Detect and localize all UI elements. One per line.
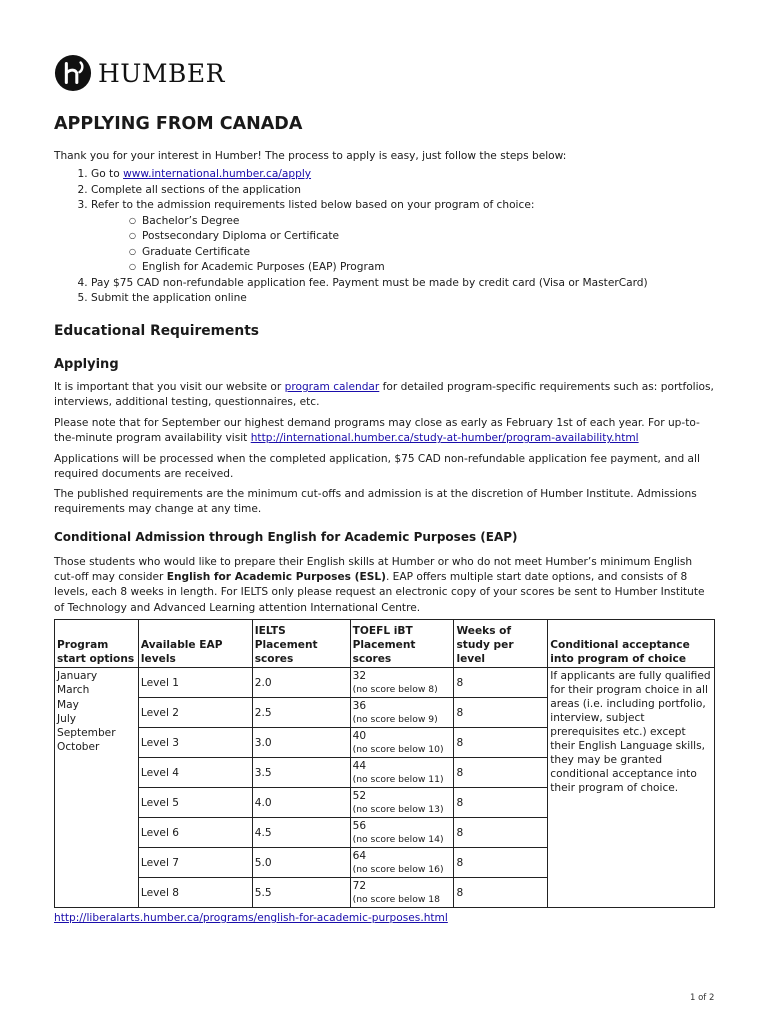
weeks-cell: 8 (454, 848, 548, 878)
toefl-score: 44 (352, 759, 367, 772)
table-row (55, 668, 715, 698)
toefl-score: 36 (352, 699, 367, 712)
ielts-cell: 4.5 (252, 818, 350, 848)
header-start: Program start options (55, 620, 139, 668)
toefl-cell (350, 698, 454, 728)
ielts-cell: 2.0 (252, 668, 350, 698)
weeks-cell: 8 (454, 728, 548, 758)
table-header-row (55, 620, 715, 668)
level-cell: Level 3 (138, 728, 252, 758)
paragraph-requirements: The published requirements are the minimum cut-offs and admission is at the discretion of Humber Institute. Admissions requirements may change at any time. (54, 488, 697, 516)
paragraph-availability (54, 416, 714, 446)
level-cell: Level 4 (138, 758, 252, 788)
toefl-note: (no score below 9) (352, 713, 438, 725)
p2-before: Please note that for September our highest demand programs may close as early as February 1st of each year. For up-to-the-minute program availability visit (54, 417, 700, 445)
eap-program-link[interactable]: http://liberalarts.humber.ca/programs/english-for-academic-purposes.html (54, 912, 448, 924)
applying-heading: Applying (54, 357, 119, 372)
p5-before: Those students who would like to prepare their English skills at Humber or who do not meet Humber’s minimum English cut-off may consider (54, 556, 693, 584)
conditional-note-cell: If applicants are fully qualified for their program choice in all areas (i.e. including portfolio, interview, subject prerequisites etc.) except their English Language skills, they may be granted conditional acceptance into their program of choice. (548, 668, 715, 908)
ielts-cell: 5.5 (252, 878, 350, 908)
weeks-cell: 8 (454, 758, 548, 788)
paragraph-website (54, 380, 714, 410)
header-weeks: Weeks of study per level (454, 620, 548, 668)
step-3-text: Refer to the admission requirements listed below based on your program of choice: (91, 199, 535, 211)
start-option: September (57, 727, 116, 740)
toefl-note: (no score below 13) (352, 803, 444, 815)
header-levels: Available EAP levels (138, 620, 252, 668)
toefl-score: 40 (352, 729, 367, 742)
weeks-cell: 8 (454, 668, 548, 698)
logo-wordmark: HUMBER (98, 58, 225, 88)
paragraph-eap (54, 555, 714, 616)
step-5: 5. Submit the application online (91, 291, 711, 307)
level-cell: Level 8 (138, 878, 252, 908)
program-calendar-link[interactable]: program calendar (284, 381, 380, 393)
toefl-note: (no score below 14) (352, 833, 444, 845)
start-option: July (57, 712, 77, 725)
toefl-cell (350, 758, 454, 788)
p5-bold: English for Academic Purposes (ESL) (166, 571, 386, 584)
application-steps (54, 167, 711, 307)
toefl-score: 72 (352, 879, 367, 892)
level-cell: Level 6 (138, 818, 252, 848)
page-number: 1 of 2 (690, 993, 715, 1003)
ielts-cell: 4.0 (252, 788, 350, 818)
program-item: ○ Graduate Certificate (129, 245, 711, 261)
toefl-note: (no score below 16) (352, 863, 444, 875)
p1-after: for detailed program-specific requirements such as: portfolios, interviews, additional testing, questionnaires, etc. (54, 381, 714, 409)
start-option: January (57, 670, 98, 682)
level-cell: Level 2 (138, 698, 252, 728)
program-list (91, 214, 711, 276)
toefl-cell (350, 848, 454, 878)
start-option: October (57, 741, 100, 754)
level-cell: Level 7 (138, 848, 252, 878)
humber-logo (54, 54, 225, 92)
step-1 (91, 167, 711, 183)
weeks-cell: 8 (454, 818, 548, 848)
humber-logo-icon (54, 54, 92, 92)
toefl-note: (no score below 18 (352, 893, 440, 905)
program-item: ○ English for Academic Purposes (EAP) Program (129, 260, 711, 276)
toefl-note: (no score below 8) (352, 683, 438, 695)
toefl-cell (350, 818, 454, 848)
weeks-cell: 8 (454, 698, 548, 728)
p1-before: It is important that you visit our website or (54, 381, 285, 393)
ielts-cell: 2.5 (252, 698, 350, 728)
toefl-score: 56 (352, 819, 367, 832)
toefl-cell (350, 788, 454, 818)
step-4: 4. Pay $75 CAD non-refundable application fee. Payment must be made by credit card (Visa or MasterCard) (91, 276, 711, 292)
start-options-cell (55, 668, 139, 908)
weeks-cell: 8 (454, 788, 548, 818)
header-ielts: IELTS Placement scores (252, 620, 350, 668)
header-toefl: TOEFL iBT Placement scores (350, 620, 454, 668)
toefl-cell (350, 728, 454, 758)
step-2: 2. Complete all sections of the application (91, 183, 711, 199)
weeks-cell: 8 (454, 878, 548, 908)
toefl-note: (no score below 10) (352, 743, 444, 755)
toefl-score: 52 (352, 789, 367, 802)
page-title: APPLYING FROM CANADA (54, 114, 303, 134)
program-item: ○ Bachelor’s Degree (129, 214, 711, 230)
eap-heading: Conditional Admission through English for Academic Purposes (EAP) (54, 530, 518, 544)
ielts-cell: 3.5 (252, 758, 350, 788)
toefl-cell (350, 878, 454, 908)
ielts-cell: 3.0 (252, 728, 350, 758)
level-cell: Level 1 (138, 668, 252, 698)
toefl-score: 32 (352, 669, 367, 682)
toefl-note: (no score below 11) (352, 773, 444, 785)
toefl-cell (350, 668, 454, 698)
header-conditional: Conditional acceptance into program of choice (548, 620, 715, 668)
level-cell: Level 5 (138, 788, 252, 818)
intro-text: Thank you for your interest in Humber! The process to apply is easy, just follow the steps below: (54, 150, 567, 162)
start-option: March (57, 684, 90, 697)
p5-after: . EAP offers multiple start date options, and consists of 8 levels, each 8 weeks in length. For IELTS only please request an electronic copy of your scores be sent to Humber Institute of Technology and Advanced Learning attention International Centre. (54, 571, 705, 614)
eap-table (54, 619, 715, 908)
toefl-score: 64 (352, 849, 367, 862)
paragraph-processing: Applications will be processed when the completed application, $75 CAD non-refundable application fee payment, and all required documents are received. (54, 453, 700, 481)
program-item: ○ Postsecondary Diploma or Certificate (129, 229, 711, 245)
step-3 (91, 198, 711, 276)
step-1-text: Go to (91, 168, 124, 180)
program-availability-link[interactable]: http://international.humber.ca/study-at-humber/program-availability.html (250, 432, 639, 445)
educational-requirements-heading: Educational Requirements (54, 323, 260, 339)
apply-link[interactable]: www.international.humber.ca/apply (123, 168, 312, 180)
start-option: May (57, 698, 79, 711)
ielts-cell: 5.0 (252, 848, 350, 878)
